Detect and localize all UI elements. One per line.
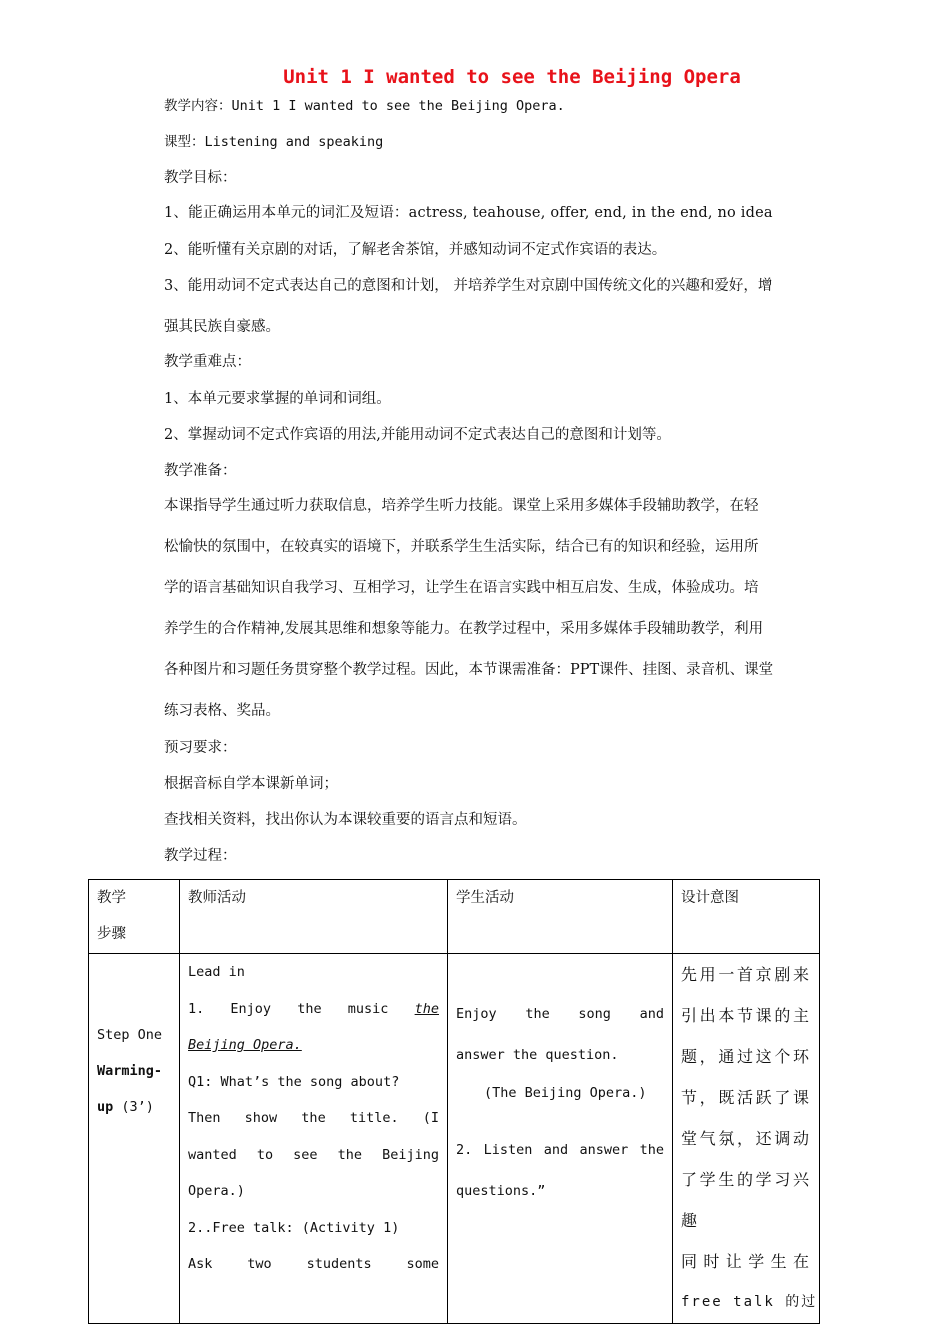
preview-item-2: 查找相关资料，找出你认为本课较重要的语言点和短语。 [164,812,527,828]
student-line: questions.” [456,1183,546,1199]
header-step-line1: 教学 [97,890,126,906]
step-stage: Warming- [97,1063,163,1079]
teacher-line: Ask two students some [188,1256,439,1272]
design-intent-cell [673,954,820,1324]
music-link-cont: Beijing Opera. [188,1037,302,1053]
design-line: 题，通过这个环 [681,1047,811,1066]
header-design: 设计意图 [673,880,820,954]
process-table [88,879,820,1324]
preparation-line-4: 养学生的合作精神,发展其思维和想象等能力。在教学过程中，采用多媒体手段辅助教学，利用 [164,621,764,637]
student-line: Enjoy the song and [456,1006,664,1022]
table-header-row [89,880,820,954]
music-link: the [414,1000,439,1017]
objective-3b: 强其民族自豪感。 [164,319,280,335]
step-cell [89,954,180,1324]
teacher-line: Then show the title. (I [188,1110,439,1126]
lesson-type: 课型：Listening and speaking [164,134,384,150]
design-line: 趣 [681,1211,700,1230]
preparation-line-3: 学的语言基础知识自我学习、互相学习，让学生在语言实践中相互启发、生成，体验成功。培 [164,580,759,596]
teacher-line: 2..Free talk: (Activity 1) [188,1219,400,1236]
student-activity-cell [448,954,673,1324]
header-teacher: 教师活动 [180,880,448,954]
teacher-line: Opera.) [188,1183,245,1199]
objectives-heading: 教学目标： [164,170,237,186]
preparation-heading: 教学准备： [164,463,237,479]
design-line: 同时让学生在 [681,1252,811,1271]
design-line: free talk 的过 [681,1294,818,1310]
step-name: Step One [97,1027,163,1043]
objective-3a: 3、能用动词不定式表达自己的意图和计划， 并培养学生对京剧中国传统文化的兴趣和爱好，增 [164,278,773,294]
objective-2: 2、能听懂有关京剧的对话，了解老舍茶馆，并感知动词不定式作宾语的表达。 [164,242,667,258]
preparation-line-5: 各种图片和习题任务贯穿整个教学过程。因此，本节课需准备：PPT课件、挂图、录音机、课堂 [164,662,774,678]
table-row [89,954,820,1324]
objective-1: 1、能正确运用本单元的词汇及短语：actress, teahouse, offer, end, in the end, no idea [164,205,773,221]
design-line: 堂气氛，还调动 [681,1129,811,1148]
student-line: answer the question. [456,1047,619,1063]
key-points-heading: 教学重难点： [164,354,251,370]
step-stage-end: up [97,1099,114,1115]
key-point-2: 2、掌握动词不定式作宾语的用法,并能用动词不定式表达自己的意图和计划等。 [164,427,671,443]
student-line: 2. Listen and answer the [456,1142,664,1158]
header-step [89,880,180,954]
document-title: Unit 1 I wanted to see the Beijing Opera [283,66,741,88]
teacher-line: 1. Enjoy the music the [188,1000,439,1017]
preview-item-1: 根据音标自学本课新单词； [164,776,338,792]
preparation-line-2: 松愉快的氛围中，在较真实的语境下，并联系学生生活实际，结合已有的知识和经验，运用所 [164,539,759,555]
step-duration: (3’) [113,1099,154,1115]
design-line: 节，既活跃了课 [681,1088,811,1107]
teacher-activity-cell [180,954,448,1324]
header-step-line2: 步骤 [97,926,126,942]
header-student: 学生活动 [448,880,673,954]
student-line: (The Beijing Opera.) [484,1085,647,1101]
teacher-line: Lead in [188,964,245,980]
teacher-line: Q1: What’s the song about? [188,1073,400,1090]
design-line: 引出本节课的主 [681,1006,811,1025]
teaching-content: 教学内容：Unit 1 I wanted to see the Beijing Opera. [164,98,565,114]
design-line: 了学生的学习兴 [681,1170,811,1189]
design-line: 先用一首京剧来 [681,965,811,984]
preparation-line-1: 本课指导学生通过听力获取信息，培养学生听力技能。课堂上采用多媒体手段辅助教学，在轻 [164,498,759,514]
process-heading: 教学过程： [164,848,237,864]
preview-heading: 预习要求： [164,740,237,756]
teacher-line: wanted to see the Beijing [188,1146,439,1163]
key-point-1: 1、本单元要求掌握的单词和词组。 [164,391,391,407]
preparation-line-6: 练习表格、奖品。 [164,703,280,719]
